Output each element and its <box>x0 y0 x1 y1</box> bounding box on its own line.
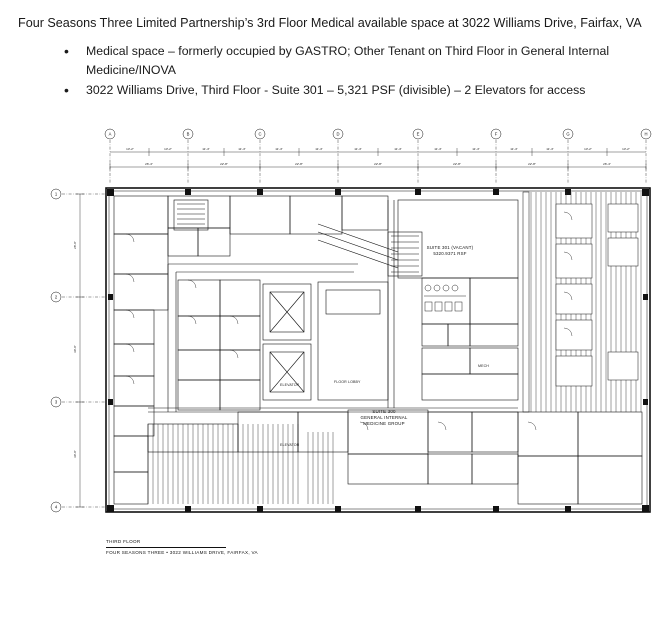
svg-text:13'-2": 13'-2" <box>622 146 630 151</box>
svg-text:30'-0": 30'-0" <box>73 449 77 458</box>
svg-text:C: C <box>258 131 262 137</box>
svg-text:11'-4": 11'-4" <box>434 146 442 151</box>
room-tag-elevator-2: ELEVATOR <box>280 442 300 447</box>
page-title: Four Seasons Three Limited Partnership’s 3rd Floor Medical available space at 3022 Williams Drive, Fairfax, VA <box>18 16 642 30</box>
svg-text:11'-4": 11'-4" <box>546 146 554 151</box>
plan-caption-line2: FOUR SEASONS THREE • 3022 WILLIAMS DRIVE, FAIRFAX, VA <box>106 549 258 555</box>
svg-text:11'-4": 11'-4" <box>202 146 210 151</box>
room-tag-floor-lobby: FLOOR LOBBY <box>334 379 361 384</box>
floor-plan <box>18 112 654 567</box>
svg-text:22'-8": 22'-8" <box>528 161 536 166</box>
svg-text:11'-4": 11'-4" <box>394 146 402 151</box>
svg-text:G: G <box>566 131 570 137</box>
suite-301-label: SUITE 301 (VACANT) 5320.9371 RSF <box>426 244 474 256</box>
room-tag-mech: MECH <box>478 363 489 368</box>
svg-text:B: B <box>186 131 190 137</box>
svg-text:13'-2": 13'-2" <box>126 146 134 151</box>
suite-300-label: SUITE 300 GENERAL INTERNAL MEDICINE GROUP <box>360 408 408 427</box>
svg-text:22'-8": 22'-8" <box>453 161 461 166</box>
svg-text:30'-0": 30'-0" <box>73 344 77 353</box>
svg-text:H: H <box>644 131 648 137</box>
svg-text:11'-4": 11'-4" <box>315 146 323 151</box>
svg-text:A: A <box>108 131 112 137</box>
plan-caption <box>106 539 258 557</box>
svg-text:22'-8": 22'-8" <box>220 161 228 166</box>
svg-text:4: 4 <box>54 504 58 510</box>
svg-text:11'-4": 11'-4" <box>472 146 480 151</box>
svg-text:3: 3 <box>54 399 58 405</box>
svg-text:26'-4": 26'-4" <box>145 161 153 166</box>
svg-text:11'-4": 11'-4" <box>510 146 518 151</box>
svg-text:22'-8": 22'-8" <box>295 161 303 166</box>
svg-text:13'-2": 13'-2" <box>584 146 592 151</box>
svg-text:2: 2 <box>54 294 58 300</box>
list-item: • Medical space – formerly occupied by GASTRO; Other Tenant on Third Floor in General Internal Medicine/INOVA <box>64 42 654 79</box>
floor-plan-drawing <box>18 112 654 567</box>
svg-text:F: F <box>494 131 498 137</box>
caption-divider <box>106 547 226 548</box>
plan-caption-line1: THIRD FLOOR <box>106 538 141 544</box>
bullet-list <box>18 42 654 99</box>
svg-text:26'-4": 26'-4" <box>603 161 611 166</box>
svg-text:13'-2": 13'-2" <box>164 146 172 151</box>
svg-text:28'-0": 28'-0" <box>73 240 77 249</box>
svg-text:11'-4": 11'-4" <box>238 146 246 151</box>
room-tag-elevator-1: ELEVATOR <box>280 382 300 387</box>
svg-text:11'-4": 11'-4" <box>275 146 283 151</box>
svg-text:E: E <box>416 131 420 137</box>
svg-text:1: 1 <box>54 191 58 197</box>
svg-text:11'-4": 11'-4" <box>354 146 362 151</box>
svg-text:D: D <box>336 131 340 137</box>
svg-text:22'-8": 22'-8" <box>374 161 382 166</box>
list-item: • 3022 Williams Drive, Third Floor - Suite 301 – 5,321 PSF (divisible) – 2 Elevators for access <box>64 81 654 99</box>
